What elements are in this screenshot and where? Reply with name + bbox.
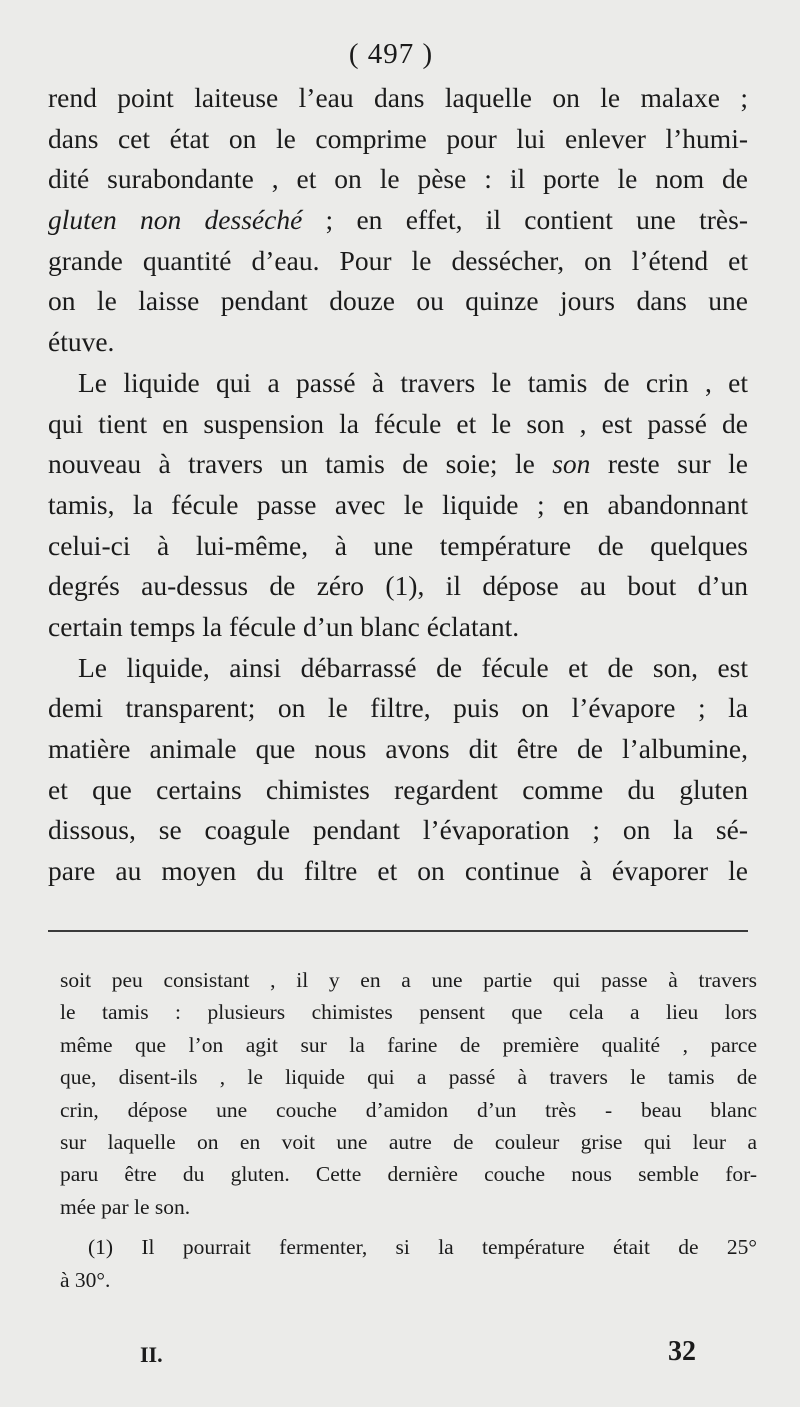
signature-mark: II. <box>140 1342 163 1367</box>
footnote-1-continuation: à 30°. <box>60 1267 111 1292</box>
text-line: Le liquide qui a passé à travers le tamis de crin , et <box>78 366 748 398</box>
text-line: qui tient en suspension la fécule et le son , est passé de <box>48 407 748 439</box>
text-line: matière animale que nous avons dit être de l’albumine, <box>48 733 748 764</box>
text-line: dité surabondante , et on le pèse : il porte le nom de <box>48 163 748 195</box>
text-line: nouveau à travers un tamis de soie; le son reste sur le <box>48 448 748 480</box>
note-line: même que l’on agit sur la farine de première qualité , parce <box>60 1032 757 1057</box>
text-line: pare au moyen du filtre et on continue à évaporer le <box>48 855 748 887</box>
text-line: demi transparent; on le filtre, puis on l’évapore ; la <box>48 692 748 724</box>
italic-term: gluten non desséché <box>48 204 303 236</box>
text-line: grande quantité d’eau. Pour le dessécher, on l’étend et <box>48 244 748 276</box>
folio-number: 32 <box>668 1336 696 1367</box>
footnote-divider <box>48 930 748 932</box>
text-line: et que certains chimistes regardent comme du gluten <box>48 773 748 805</box>
footnote-1: (1) Il pourrait fermenter, si la température était de 25° <box>88 1235 757 1260</box>
text-line: rend point laiteuse l’eau dans laquelle on le malaxe ; <box>48 82 748 113</box>
text-line: dans cet état on le comprime pour lui enlever l’humi- <box>48 122 748 154</box>
text-line: gluten non desséché ; en effet, il contient une très- <box>48 204 749 236</box>
note-line: sur laquelle on en voit une autre de couleur grise qui leur a <box>60 1129 757 1154</box>
note-line: paru être du gluten. Cette dernière couche nous semble for- <box>60 1162 757 1187</box>
text-line: étuve. <box>48 326 115 358</box>
note-line: le tamis : plusieurs chimistes pensent que cela a lieu lors <box>60 1000 757 1025</box>
text-line: celui-ci à lui-même, à une température de quelques <box>48 529 748 561</box>
note-line: que, disent-ils , le liquide qui a passé à travers le tamis de <box>60 1065 757 1090</box>
main-text-block <box>48 78 748 892</box>
note-line: soit peu consistant , il y en a une partie qui passe à travers <box>60 968 757 992</box>
text-line: tamis, la fécule passe avec le liquide ; en abandonnant <box>48 488 748 520</box>
footnotes-block <box>60 964 757 1296</box>
text-line: degrés au-dessus de zéro (1), il dépose au bout d’un <box>48 570 748 602</box>
text-line: Le liquide, ainsi débarrassé de fécule et de son, est <box>78 651 748 683</box>
text-line: dissous, se coagule pendant l’évaporation ; on la sé- <box>48 814 748 846</box>
italic-term: son <box>552 448 591 480</box>
text-line: on le laisse pendant douze ou quinze jours dans une <box>48 285 748 317</box>
text-line: certain temps la fécule d’un blanc éclatant. <box>48 610 520 642</box>
note-line: crin, dépose une couche d’amidon d’un très - beau blanc <box>60 1097 757 1122</box>
page-number: ( 497 ) <box>348 38 434 70</box>
note-line: mée par le son. <box>60 1194 191 1219</box>
